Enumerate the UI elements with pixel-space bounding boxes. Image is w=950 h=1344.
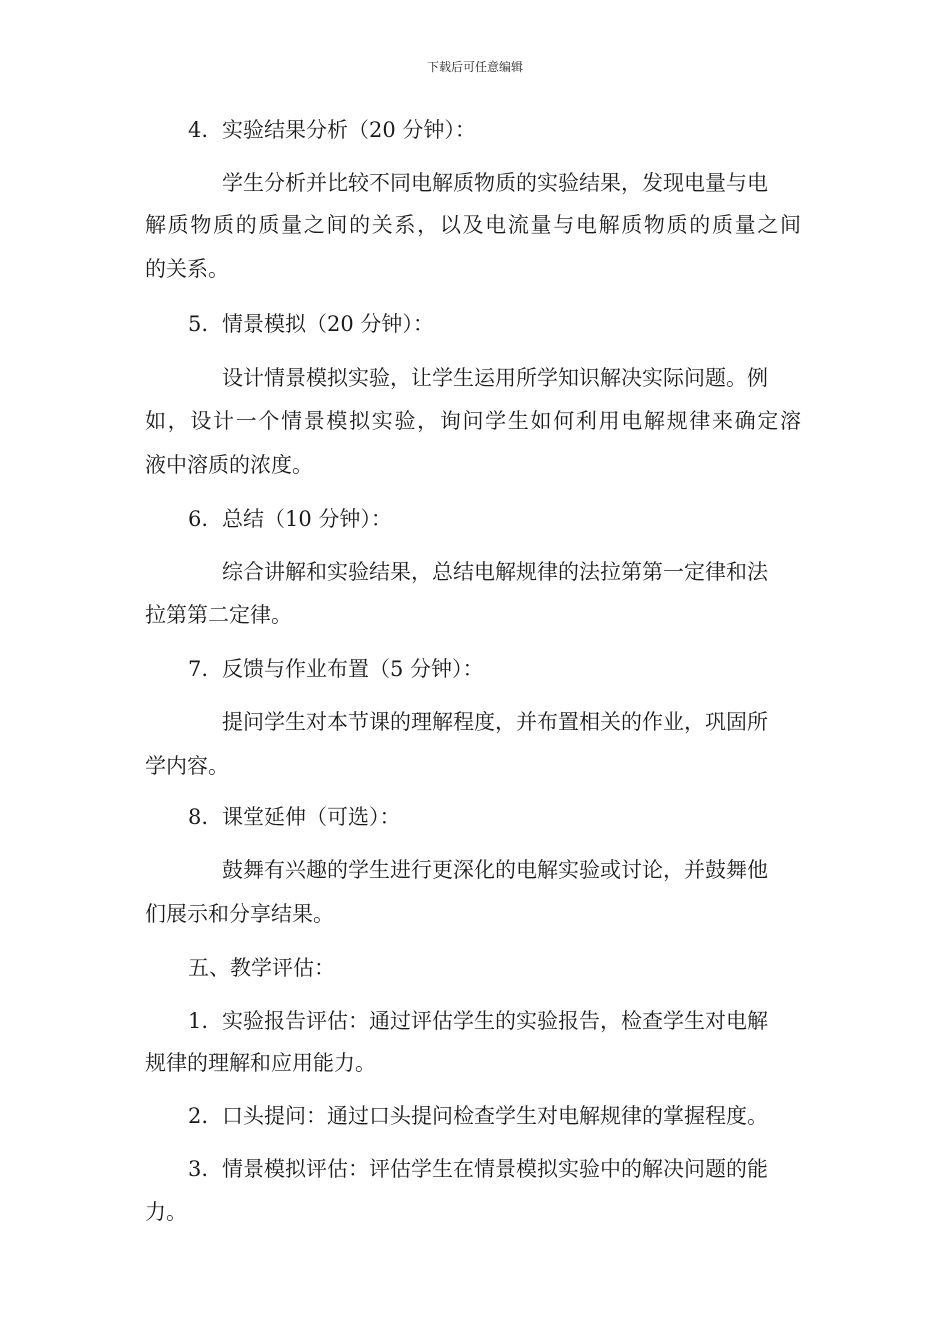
paragraph-line: 们展示和分享结果。: [145, 902, 334, 926]
list-item-heading: [188, 310, 434, 338]
item-heading-text: 实验结果分析（20 分钟）：: [222, 118, 476, 142]
item-number: 8.: [188, 805, 209, 829]
list-item-heading: [188, 116, 476, 144]
paragraph-line: 液中溶质的浓度。: [145, 453, 313, 477]
item-text: 实验报告评估：通过评估学生的实验报告，检查学生对电解: [222, 1009, 768, 1033]
item-number: 4.: [188, 118, 209, 142]
list-item: [188, 1007, 768, 1035]
item-text: 口头提问：通过口头提问检查学生对电解规律的掌握程度。: [222, 1104, 768, 1128]
item-number: 2.: [188, 1104, 209, 1128]
paragraph-line: 解质物质的质量之间的关系，以及电流量与电解质物质的质量之间: [145, 213, 801, 237]
item-text: 情景模拟评估：评估学生在情景模拟实验中的解决问题的能: [222, 1157, 768, 1181]
paragraph-line: 力。: [145, 1200, 187, 1224]
item-number: 3.: [188, 1157, 209, 1181]
list-item: [188, 1155, 768, 1183]
paragraph-line: 学生分析并比较不同电解质物质的实验结果，发现电量与电: [222, 171, 768, 195]
paragraph-line: 学内容。: [145, 754, 229, 778]
list-item-heading: [188, 803, 401, 831]
item-heading-text: 情景模拟（20 分钟）：: [222, 312, 434, 336]
item-number: 1.: [188, 1009, 209, 1033]
paragraph-line: 综合讲解和实验结果，总结电解规律的法拉第第一定律和法: [222, 560, 768, 584]
page-header: 下载后可任意编辑: [426, 60, 523, 74]
item-heading-text: 总结（10 分钟）：: [222, 507, 392, 531]
item-number: 6.: [188, 507, 209, 531]
item-heading-text: 反馈与作业布置（5 分钟）：: [222, 657, 484, 681]
paragraph-line: 规律的理解和应用能力。: [145, 1051, 376, 1075]
section-heading: 五、教学评估：: [188, 956, 335, 980]
paragraph-line: 的关系。: [145, 257, 229, 281]
paragraph-line: 如，设计一个情景模拟实验，询问学生如何利用电解规律来确定溶: [145, 409, 801, 433]
list-item-heading: [188, 655, 484, 683]
list-item-heading: [188, 505, 392, 533]
paragraph-line: 鼓舞有兴趣的学生进行更深化的电解实验或讨论，并鼓舞他: [222, 858, 768, 882]
paragraph-line: 拉第第二定律。: [145, 603, 292, 627]
item-number: 7.: [188, 657, 209, 681]
paragraph-line: 设计情景模拟实验，让学生运用所学知识解决实际问题。例: [222, 366, 768, 390]
paragraph-line: 提问学生对本节课的理解程度，并布置相关的作业，巩固所: [222, 710, 768, 734]
item-heading-text: 课堂延伸（可选）：: [222, 805, 401, 829]
list-item: [188, 1102, 768, 1130]
item-number: 5.: [188, 312, 209, 336]
